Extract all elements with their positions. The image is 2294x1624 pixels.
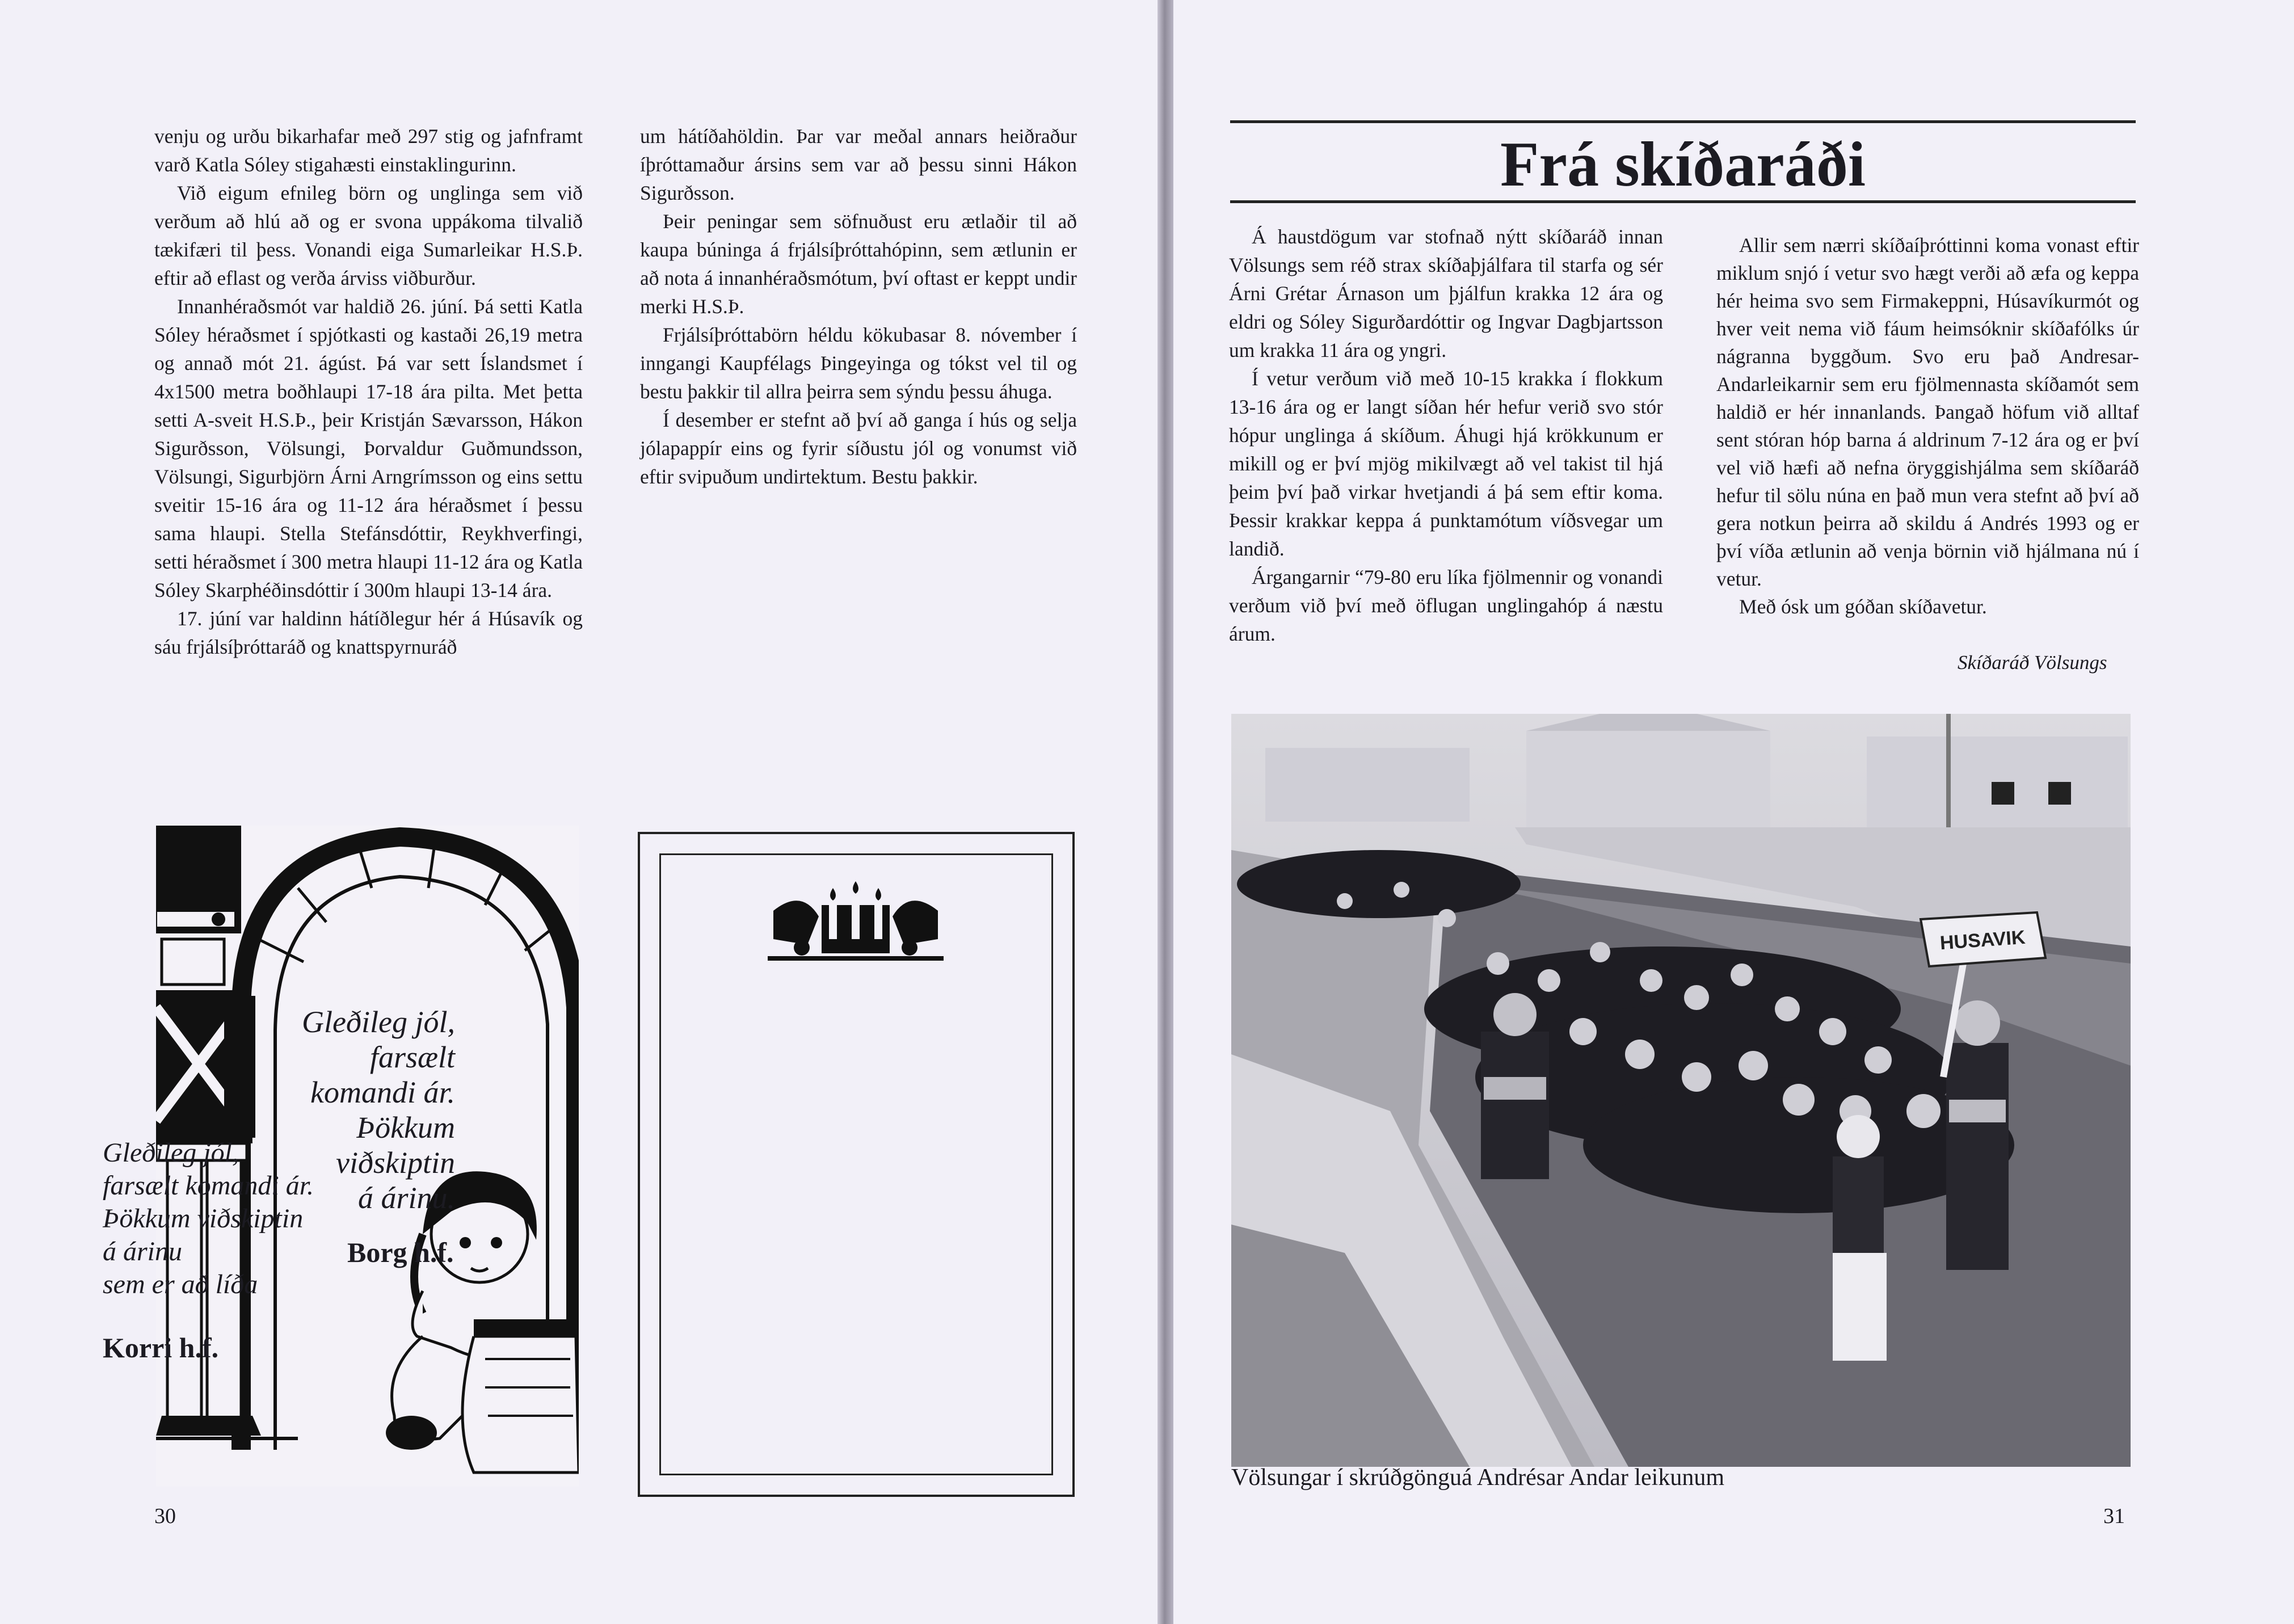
paragraph: um hátíðahöldin. Þar var meðal annars heiðraður íþróttamaður ársins sem var að þessu sinni Hákon Sigurðsson. [640,125,1077,204]
greeting-line: á árinu. [357,1181,455,1215]
paragraph: Allir sem nærri skíðaíþróttinni koma vonast eftir miklum snjó í vetur svo hægt verði að æfa og keppa hér heima svo sem Firmakeppni, Húsavíkurmót og hver veit nema við fáum heimsóknir skíðafólks úr nágranna byggðum. Svo eru það Andresar-Andarleikarnir sem eru fjölmennasta skíðamót sem haldið er hér innanlands. Þangað höfum við alltaf sent stóran hóp barna á aldrinum 7-12 ára og er því vel við hæfi að nefna öryggishjálma sem skíðaráð hefur til sölu núna en það mun vera stefnt að því að gera notkun þeirra að skildu á Andrés 1993 og er því víða ætlunin að venja börnin við hjálmana nú í vetur. [1716,234,2139,590]
borg-company-name: Borg h.f. [347,1236,454,1268]
christmas-bells-candles-icon [768,877,944,962]
paragraph: venju og urðu bikarhafar með 297 stig og jafnframt varð Katla Sóley stigahæsti einstaklingurinn. [154,125,583,176]
korri-greeting [103,1137,314,1301]
greeting-line: Þökkum [356,1110,455,1145]
advertisement-korri [638,832,1075,1497]
photo-sign-text: HUSAVIK [1939,926,2026,954]
left-column-1 [154,122,583,661]
paragraph: Í desember er stefnt að því að ganga í hús og selja jólapappír eins og fyrir síðustu jól og vonumst við eftir svipuðum undirtektum. Bestu þakkir. [640,409,1077,488]
article-headline: Frá skíðaráði [1500,129,1866,200]
paragraph: Í vetur verðum við með 10-15 krakka í flokkum 13-16 ára og er langt síðan hér hefur verið svo stór hópur unglinga á skíðum. Áhugi hjá krökkunum er mikill og er því mjög mikilvægt að vel takist til hjá þeim því það virkar hvetjandi á þá sem eftir koma. Þessir krakkar keppa á punktamótum víðsvegar um landið. [1229,367,1663,560]
headline-rule-top [1230,120,2136,123]
book-gutter [1157,0,1173,1624]
greeting-line: farsælt [369,1040,455,1074]
greeting-line: sem er að líða [103,1269,258,1299]
page-number-right: 31 [2103,1504,2125,1528]
paragraph: Með ósk um góðan skíðavetur. [1739,595,1987,618]
ski-parade-photo-illustration [1231,714,2131,1467]
greeting-line: Þökkum viðskiptin [103,1204,304,1234]
paragraph: 17. júní var haldinn hátíðlegur hér á Húsavík og sáu frjálsíþróttaráð og knattspyrnuráð [154,607,583,658]
paragraph: Þeir peningar sem söfnuðust eru ætlaðir til að kaupa búninga á frjálsíþróttahópinn, sem ætlunin er að nota á innanhéraðsmótum, því oftast er keppt undir merki H.S.Þ. [640,210,1077,318]
paragraph: Á haustdögum var stofnað nýtt skíðaráð innan Völsungs sem réð strax skíðaþjálfara til starfa og sér Árni Grétar Árnason um þjálfun krakka 12 ára og eldri og Sóley Sigurðardóttir og Ingvar Dagbjartsson um krakka 11 ára og yngri. [1229,225,1663,361]
left-column-2 [640,122,1077,491]
greeting-line: viðskiptin [336,1146,455,1180]
paragraph: Við eigum efnileg börn og unglinga sem við verðum að hlú að og er svona uppákoma tilvalið tækifæri til þess. Vonandi eiga Sumarleikar H.S.Þ. eftir að eflast og verða árviss viðburður. [154,182,583,289]
greeting-line: komandi ár. [310,1075,455,1109]
article-signature: Skíðaráð Völsungs [1958,651,2107,674]
headline-rule-bottom [1230,200,2136,203]
page-number-left: 30 [154,1504,176,1528]
greeting-line: Gleðileg jól, [103,1138,239,1168]
paragraph: Innanhéraðsmót var haldið 26. júní. Þá setti Katla Sóley héraðsmet í spjótkasti og kastaði 26,19 metra og annað mót 21. ágúst. Þá var sett Íslandsmet í 4x1500 metra boðhlaupi 17-18 ára pilta. Met þetta setti A-sveit H.S.Þ., þeir Kristján Sævarsson, Hákon Sigurðsson, Völsungi, Þorvaldur Guðmundsson, Völsungi, Sigurbjörn Árni Arngrímsson og eins settu sveitir 15-16 ára og 11-12 ára héraðsmet í þessu sama hlaupi. Stella Stefánsdóttir, Reykhverfingi, setti héraðsmet í 300 metra hlaupi 11-12 ára og Katla Sóley Skarphéðinsdóttir í 300m hlaupi 13-14 ára. [154,295,583,601]
photo-caption: Völsungar í skrúðgönguá Andrésar Andar leikunum [1231,1465,1725,1491]
right-column-2 [1716,232,2139,621]
paragraph: Árgangarnir “79-80 eru líka fjölmennir og vonandi verðum við því með öflugan unglingahóp á næstu árum. [1229,566,1663,645]
greeting-line: Gleðileg jól, [302,1005,455,1039]
right-column-1 [1229,222,1663,648]
parade-photo [1231,714,2131,1467]
korri-company-name: Korri h.f. [103,1332,219,1364]
paragraph: Frjálsíþróttabörn héldu kökubasar 8. nóvember í inngangi Kaupfélags Þingeyinga og tókst vel til og bestu þakkir til allra þeirra sem sýndu þessu áhuga. [640,323,1077,403]
greeting-line: farsælt komandi ár. [103,1171,314,1201]
greeting-line: á árinu [103,1236,183,1267]
